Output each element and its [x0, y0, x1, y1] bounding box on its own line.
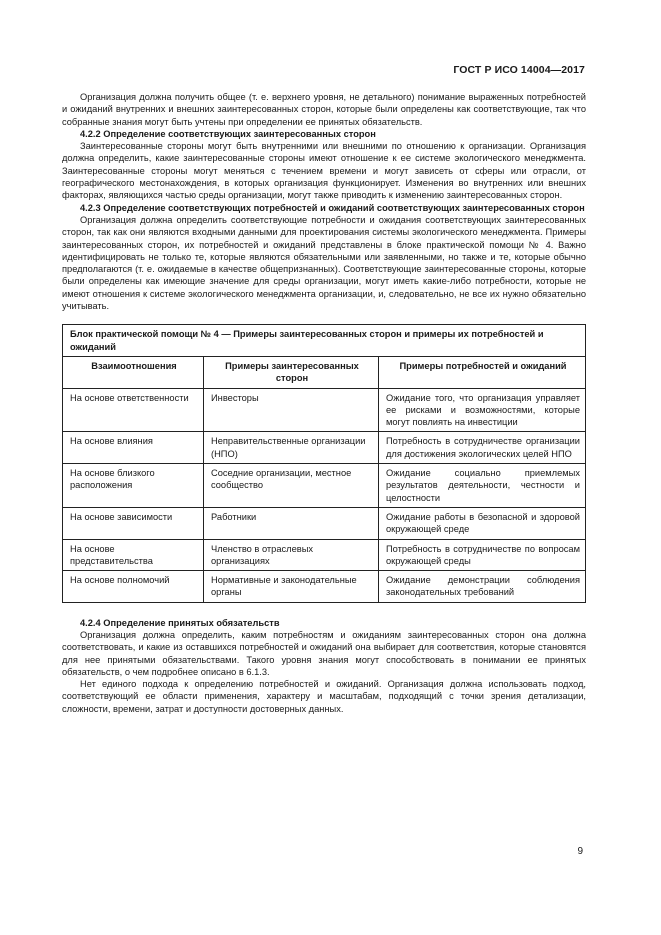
table-header-row [63, 356, 586, 388]
table-cell: На основе полномочий [63, 571, 204, 603]
table-row [63, 432, 586, 464]
table-cell: На основе ответственности [63, 388, 204, 432]
section-4-2-2-heading: 4.2.2 Определение соответствующих заинтересованных сторон [80, 128, 376, 139]
help-block-table [62, 324, 586, 602]
intro-paragraph: Организация должна получить общее (т. е. верхнего уровня, не детального) понимание выраженных потребностей и ожиданий внутренних и внешних заинтересованных сторон, которые были определены как соответствующие, так что собранные знания могут быть учтены при определении ее принятых обязательств. [62, 92, 586, 127]
section-4-2-4-text-2: Нет единого подхода к определению потребностей и ожиданий. Организация должна использовать подход, соответствующий ее области применения, характеру и масштабам, подходящий с точки зрения детализации, сложности, времени, затрат и доступности достоверных данных. [62, 679, 586, 714]
column-header: Примеры заинтересованных сторон [204, 356, 379, 388]
table-cell: На основе влияния [63, 432, 204, 464]
section-4-2-4-heading: 4.2.4 Определение принятых обязательств [80, 617, 280, 628]
table-cell: Соседние организации, местное сообщество [204, 464, 379, 508]
table-cell: Работники [204, 507, 379, 539]
table-row [63, 507, 586, 539]
section-4-2-2-text: Заинтересованные стороны могут быть внутренними или внешними по отношению к организации. Организация должна определить, какие заинтересованные стороны имеют отношение к ее системе экологического менеджмента. Заинтересованные стороны могут меняться с течением времени и могут зависеть от сферы или отрасли, от географического местонахождения, в которых организация функционирует. Изменения во внутренних или внешних факторах, являющихся частью среды организации, могут также приводить к изменению заинтересованных сторон. [62, 141, 586, 201]
column-header: Взаимоотношения [63, 356, 204, 388]
table-cell: Потребность в сотрудничестве по вопросам окружающей среды [379, 539, 586, 571]
table-row [63, 464, 586, 508]
table-cell: Ожидание работы в безопасной и здоровой окружающей среде [379, 507, 586, 539]
table-row [63, 539, 586, 571]
table-cell: Потребность в сотрудничестве организации для достижения экологических целей НПО [379, 432, 586, 464]
table-row [63, 388, 586, 432]
table-cell: Нормативные и законодательные органы [204, 571, 379, 603]
table-row [63, 571, 586, 603]
table-cell: На основе представительства [63, 539, 204, 571]
table-cell: Инвесторы [204, 388, 379, 432]
table-cell: Ожидание того, что организация управляет ее рисками и возможностями, которые могут повлиять на инвестиции [379, 388, 586, 432]
page-number: 9 [577, 846, 583, 857]
table-cell: На основе близкого расположения [63, 464, 204, 508]
table-cell: На основе зависимости [63, 507, 204, 539]
section-4-2-3-heading: 4.2.3 Определение соответствующих потребностей и ожиданий соответствующих заинтересованных сторон [80, 202, 585, 213]
section-4-2-4-text-1: Организация должна определить, каким потребностям и ожиданиям заинтересованных сторон она должна соответствовать, и какие из оставшихся потребностей и ожиданий она выбирает для соответствия, которые становятся для нее принятыми обязательствами. Такого уровня знания могут способствовать в понимании ее принятых обязательств, о чем подробнее описано в 6.1.3. [62, 629, 586, 677]
table-caption-row [63, 325, 586, 357]
column-header: Примеры потребностей и ожиданий [379, 356, 586, 388]
table-caption: Блок практической помощи № 4 — Примеры заинтересованных сторон и примеры их потребностей и ожиданий [63, 325, 586, 357]
table-cell: Неправительственные организации (НПО) [204, 432, 379, 464]
document-header: ГОСТ Р ИСО 14004—2017 [453, 64, 585, 76]
section-4-2-3-text: Организация должна определить соответствующие потребности и ожидания соответствующих заинтересованных сторон, так как они являются входными данными для проектирования системы экологического менеджмента. Примеры заинтересованных сторон, их потребностей и ожиданий представлены в блоке практической помощи № 4. Важно идентифицировать не только те, которые являются обязательными или заявленными, но также и те, которые обычно предполагаются (т. е. ожидаемые в качестве общепризнанных). Соответствующие заинтересованные стороны, которые были определены как имеющие значение для среды организации, могут иметь какие-либо потребности, которые не имеют отношения к системе экологического менеджмента организации, и, следовательно, не все их нужно обязательно учитывать. [62, 214, 586, 312]
table-cell: Ожидание демонстрации соблюдения законодательных требований [379, 571, 586, 603]
table-cell: Членство в отраслевых организациях [204, 539, 379, 571]
page-content [62, 91, 586, 715]
table-cell: Ожидание социально приемлемых результатов деятельности, честности и целостности [379, 464, 586, 508]
